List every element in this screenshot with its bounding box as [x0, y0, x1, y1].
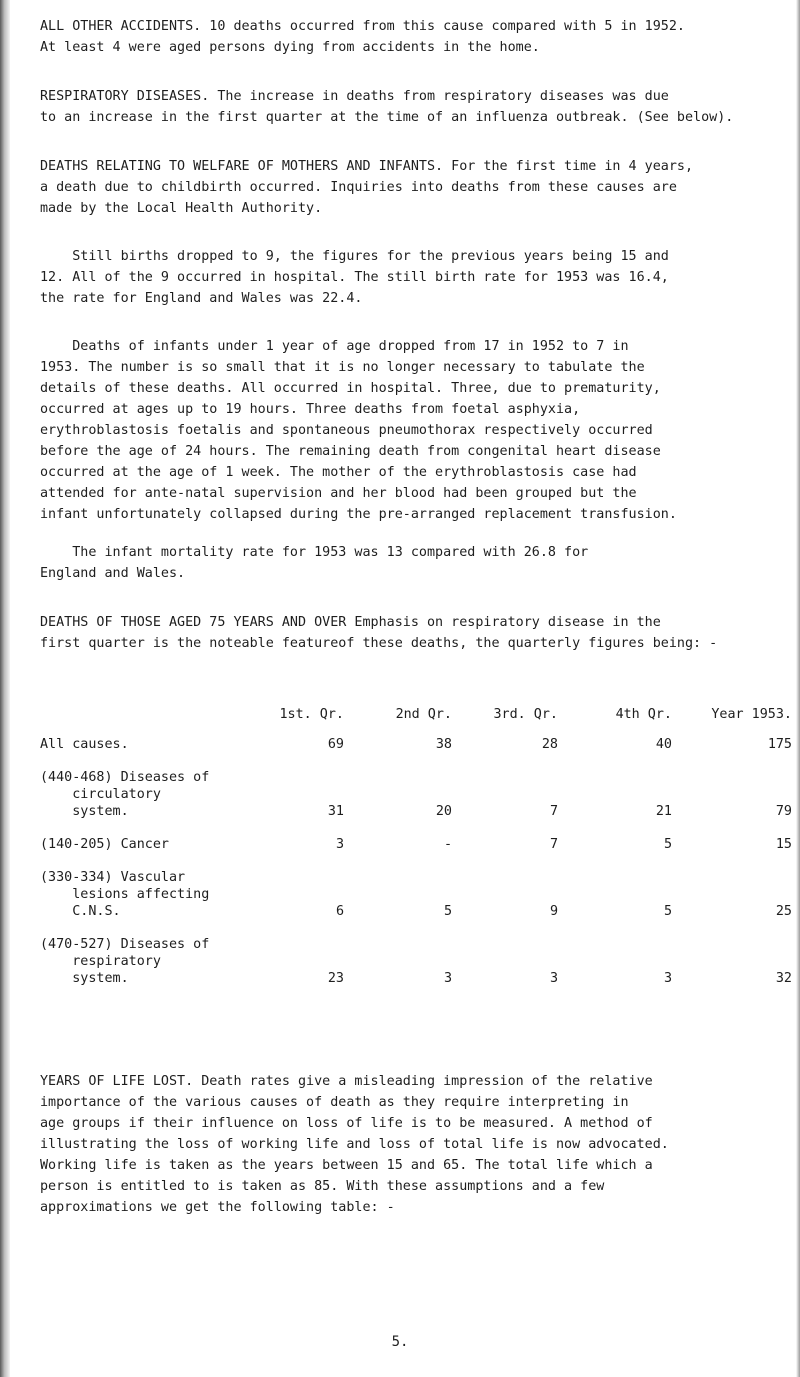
table-header-cell [40, 706, 252, 736]
table-header-row [40, 706, 792, 736]
table-cell: 3 [663, 971, 672, 986]
table-cell: 175 [767, 737, 792, 752]
table-row [40, 869, 792, 936]
paragraph-infant-deaths: Deaths of infants under 1 year of age dropped from 17 in 1952 to 7 in 1953. The number is so small that it is no longer necessary to tabulate the details of these deaths. All occurred in hospital. Three, due to prematurity, occurred at ages up to 19 hours. Three deaths from foetal asphyxia, erythroblastosis foetalis and spontaneous pneumothorax respectively occurred before the age of 24 hours. The remaining death from congenital heart disease occurred at the age of 1 week. The mother of the erythroblastosis case had attended for ante-natal supervision and her blood had been grouped but the infant unfortunately collapsed during the pre-arranged replacement transfusion. [40, 339, 677, 522]
table-cell: 3 [549, 971, 558, 986]
table-cell: 21 [655, 804, 672, 819]
table-header-cell: Year 1953. [711, 707, 792, 722]
paragraph-respiratory-diseases: RESPIRATORY DISEASES. The increase in deaths from respiratory diseases was due to an increase in the first quarter at the time of an influenza outbreak. (See below). [40, 89, 734, 125]
table-cell: 6 [335, 904, 344, 919]
paragraph-aged-75-heading: DEATHS OF THOSE AGED 75 YEARS AND OVER Emphasis on respiratory disease in the first quarter is the noteable featureof these deaths, the quarterly figures being: - [40, 615, 718, 651]
quarterly-deaths-table [40, 706, 792, 1003]
table-cell: 69 [327, 737, 344, 752]
table-header-cell: 2nd Qr. [395, 707, 452, 722]
table-cell: 23 [327, 971, 344, 986]
table-header-cell: 3rd. Qr. [493, 707, 558, 722]
table-cell: 40 [655, 737, 672, 752]
table-cell: 15 [775, 837, 792, 852]
scan-edge-left [0, 0, 10, 1377]
table-row [40, 736, 792, 769]
table-cell: 7 [549, 837, 558, 852]
table-cell: 5 [663, 904, 672, 919]
table-row [40, 836, 792, 869]
paragraph-mothers-infants: DEATHS RELATING TO WELFARE OF MOTHERS AND INFANTS. For the first time in 4 years, a death due to childbirth occurred. Inquiries into deaths from these causes are made by the Local Health Authority. [40, 159, 694, 216]
page-number: 5. [391, 1334, 409, 1350]
table-row-label: (140-205) Cancer [40, 837, 169, 852]
table-row-label: (470-527) Diseases of respiratory system. [40, 937, 210, 986]
table-header-cell: 4th Qr. [615, 707, 672, 722]
table-cell: 9 [549, 904, 558, 919]
table-row [40, 769, 792, 836]
table-row-label: (330-334) Vascular lesions affecting C.N.S. [40, 870, 210, 919]
table-cell: 5 [663, 837, 672, 852]
table-row [40, 936, 792, 1003]
paragraph-infant-mortality-rate: The infant mortality rate for 1953 was 13 compared with 26.8 for England and Wales. [40, 545, 589, 581]
table-cell: - [443, 837, 452, 852]
paragraph-still-births: Still births dropped to 9, the figures for the previous years being 15 and 12. All of the 9 occurred in hospital. The still birth rate for 1953 was 16.4, the rate for England and Wales was 22.4. [40, 249, 669, 306]
scan-edge-right [796, 0, 800, 1377]
table-row-label: (440-468) Diseases of circulatory system. [40, 770, 210, 819]
table-cell: 3 [443, 971, 452, 986]
paragraph-years-of-life-lost: YEARS OF LIFE LOST. Death rates give a misleading impression of the relative importance of the various causes of death as they require interpreting in age groups if their influence on loss of life is to be measured. A method of illustrating the loss of working life and loss of total life is now advocated. Working life is taken as the years between 15 and 65. The total life which a person is entitled to is taken as 85. With these assumptions and a few approximations we get the following table: - [40, 1074, 669, 1215]
table-cell: 25 [775, 904, 792, 919]
table-cell: 5 [443, 904, 452, 919]
table-cell: 28 [541, 737, 558, 752]
table-cell: 31 [327, 804, 344, 819]
table-cell: 38 [435, 737, 452, 752]
table-cell: 20 [435, 804, 452, 819]
table-cell: 79 [775, 804, 792, 819]
table-cell: 32 [775, 971, 792, 986]
table-row-label: All causes. [40, 737, 129, 752]
table-cell: 7 [549, 804, 558, 819]
table-header-cell: 1st. Qr. [279, 707, 344, 722]
table-cell: 3 [335, 837, 344, 852]
paragraph-accidents: ALL OTHER ACCIDENTS. 10 deaths occurred from this cause compared with 5 in 1952. At least 4 were aged persons dying from accidents in the home. [40, 19, 685, 55]
